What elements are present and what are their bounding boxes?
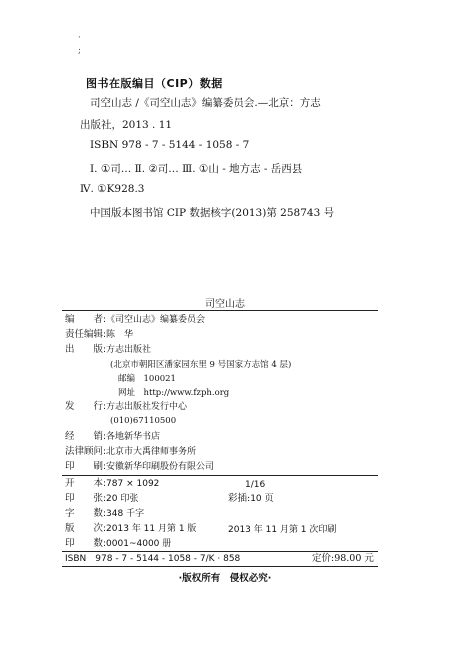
words-label: 字 数 (65, 508, 104, 519)
seller-label: 经 销 (65, 431, 104, 442)
row-sheets (65, 493, 138, 505)
cip-line-5: Ⅳ. ①K928.3 (80, 183, 145, 195)
row-words (65, 508, 144, 520)
publisher-label: 出 版 (65, 344, 104, 355)
plates-value: 10 页 (250, 494, 274, 504)
rule-middle (62, 475, 378, 476)
printing-value: 2013 年 11 月第 1 次印刷 (228, 525, 337, 535)
cip-line-6: 中国版本图书馆 CIP 数据核字(2013)第 258743 号 (90, 207, 335, 219)
colophon-title: 司空山志 (205, 299, 245, 310)
cip-title: 图书在版编目（CIP）数据 (86, 77, 223, 90)
rule-isbn-bottom (62, 566, 378, 567)
margin-mark-dot: · (78, 33, 81, 43)
publisher-address: (北京市朝阳区潘家园东里 9 号国家方志馆 4 层) (110, 360, 292, 370)
row-run (65, 538, 171, 550)
publisher-value: :方志出版社 (103, 345, 152, 355)
edition-label: 版 次 (65, 523, 104, 534)
price-value: 定价:98.00 元 (312, 553, 374, 564)
cip-line-1: 司空山志 /《司空山志》编纂委员会.—北京：方志 (90, 97, 321, 109)
plates-label: 彩插: (228, 493, 251, 504)
copyright-notice: ·版权所有 侵权必究· (178, 573, 272, 584)
editor-value: :《司空山志》编纂委员会 (103, 315, 206, 325)
row-seller (65, 431, 160, 443)
run-value: :0001~4000 册 (103, 539, 172, 549)
format-fold: 1/16 (245, 480, 266, 490)
format-value: :787 × 1092 (103, 479, 160, 489)
words-value: :348 千字 (103, 509, 145, 519)
editor-label: 编 者 (65, 314, 104, 325)
format-label: 开 本 (65, 478, 104, 489)
edition-value: :2013 年 11 月第 1 版 (103, 524, 197, 534)
publisher-postcode: 邮编 100021 (118, 374, 176, 384)
run-label: 印 数 (65, 538, 104, 549)
cip-line-4: Ⅰ. ①司… Ⅱ. ②司… Ⅲ. ①山 - 地方志 - 岳西县 (90, 163, 303, 175)
legal-label: 法律顾问 (65, 446, 104, 457)
distributor-phone: (010)67110500 (110, 416, 177, 426)
row-legal (65, 446, 196, 458)
sheets-label: 印 张 (65, 493, 104, 504)
margin-marks (78, 32, 81, 58)
row-edition (65, 523, 196, 535)
distributor-value: :方志出版社发行中心 (103, 402, 188, 412)
row-resp-editor (65, 329, 133, 341)
cip-line-3: ISBN 978 - 7 - 5144 - 1058 - 7 (90, 139, 250, 151)
seller-value: :各地新华书店 (103, 432, 161, 442)
publisher-website: 网址 http://www.fzph.org (118, 388, 230, 398)
row-format (65, 478, 159, 490)
row-editor (65, 314, 205, 326)
row-distributor (65, 401, 187, 413)
printer-label: 印 刷 (65, 461, 104, 472)
resp-editor-label: 责任编辑 (65, 329, 104, 340)
legal-value: :北京市大禹律师事务所 (103, 447, 197, 457)
cip-line-2: 出版社，2013 . 11 (80, 119, 173, 131)
sheets-value: :20 印张 (103, 494, 139, 504)
row-printer (65, 461, 214, 473)
resp-editor-value: :陈 华 (103, 330, 134, 340)
isbn-value: ISBN 978 - 7 - 5144 - 1058 - 7/K · 858 (65, 554, 241, 564)
distributor-label: 发 行 (65, 401, 104, 412)
margin-mark-semicolon: ; (78, 46, 82, 56)
rule-top (62, 310, 378, 311)
printer-value: :安徽新华印刷股份有限公司 (103, 462, 215, 472)
rule-isbn-top (62, 551, 378, 552)
row-publisher (65, 344, 151, 356)
row-plates (228, 493, 274, 505)
